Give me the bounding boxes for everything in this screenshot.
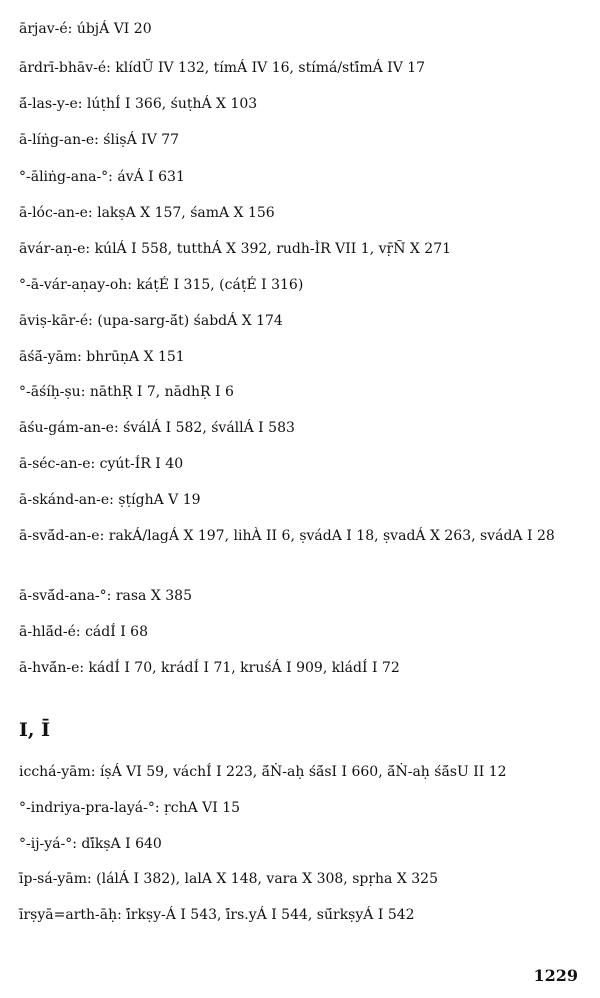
entry-aviskare: āviṣ-kār-é: (upa-sarg-ā́t) śabdÁ X 174 (19, 313, 283, 329)
entry-alingana-compound: °-āliṅg-ana-°: ávÁ I 631 (19, 169, 185, 185)
entry-asihsu: °-āśíḥ-ṣu: nāthṚ I 7, nādhṚ I 6 (19, 384, 234, 400)
section-heading: I, Ī (19, 719, 51, 741)
entry-alingane: ā-líṅg-an-e: śliṣÁ IV 77 (19, 132, 180, 148)
entry-icchayam: icchá-yām: íṣÁ VI 59, váchÍ I 223, ā́Ṅ-aḥ śā́sI I 660, ā́Ṅ-aḥ śā́sU II 12 (19, 764, 507, 780)
entry-asecane: ā-séc-an-e: cyút-ÍR I 40 (19, 456, 184, 472)
entry-avarane: āvár-aṇ-e: kúlÁ I 558, tutthÁ X 392, rudh-ÌR VII 1, vṝÑ X 271 (19, 241, 452, 257)
entry-ardribhave: ārdrī-bhāv-é: klídŬ IV 132, tímÁ IV 16, stímá/stī́mÁ IV 17 (19, 60, 426, 76)
entry-ijya: °-ij-yá-°: dī́kṣA I 640 (19, 836, 162, 852)
entry-alocane: ā-lóc-an-e: lakṣA X 157, śamA X 156 (19, 205, 275, 221)
entry-indriya-pralaya: °-indriya-pra-layá-°: ṛchA VI 15 (19, 800, 241, 816)
entry-askandane: ā-skánd-an-e: ṣṭíghA V 19 (19, 492, 201, 508)
entry-ahvane: ā-hvā́n-e: kádÍ I 70, krádÍ I 71, kruśÁ I 909, kládÍ I 72 (19, 660, 400, 676)
entry-asvadane: ā-svā́d-an-e: rakÁ/lagÁ X 197, lihÀ II 6, ṣvádA I 18, ṣvadÁ X 263, svádA I 28 (19, 528, 555, 544)
entry-asayam: āśā́-yām: bhrūṇA X 151 (19, 349, 185, 365)
entry-avaranayoh: °-ā-vár-aṇay-oh: káṭÉ I 315, (cáṭÉ I 316) (19, 277, 304, 293)
page-number: 1229 (533, 966, 578, 985)
entry-irsyarthah: īrṣyā=arth-āḥ: ī́rkṣy-Á I 543, ī́rs.yÁ I 544, sū́rkṣyÁ I 542 (19, 907, 415, 923)
entry-ahlade: ā-hlā́d-é: cádÍ I 68 (19, 624, 148, 640)
entry-alasye: ā́-las-y-e: lúṭhÍ I 366, śuṭhÁ X 103 (19, 96, 258, 112)
entry-asvadana-compound: ā-svā́d-ana-°: rasa X 385 (19, 588, 192, 604)
entry-asugamane: āśu-gám-an-e: śválÁ I 582, śvállÁ I 583 (19, 420, 295, 436)
entry-ipsayam: īp-sá-yām: (lálÁ I 382), lalA X 148, vara X 308, spṛha X 325 (19, 871, 438, 887)
entry-arjave: ārjav-é: úbjÁ VI 20 (19, 21, 152, 37)
